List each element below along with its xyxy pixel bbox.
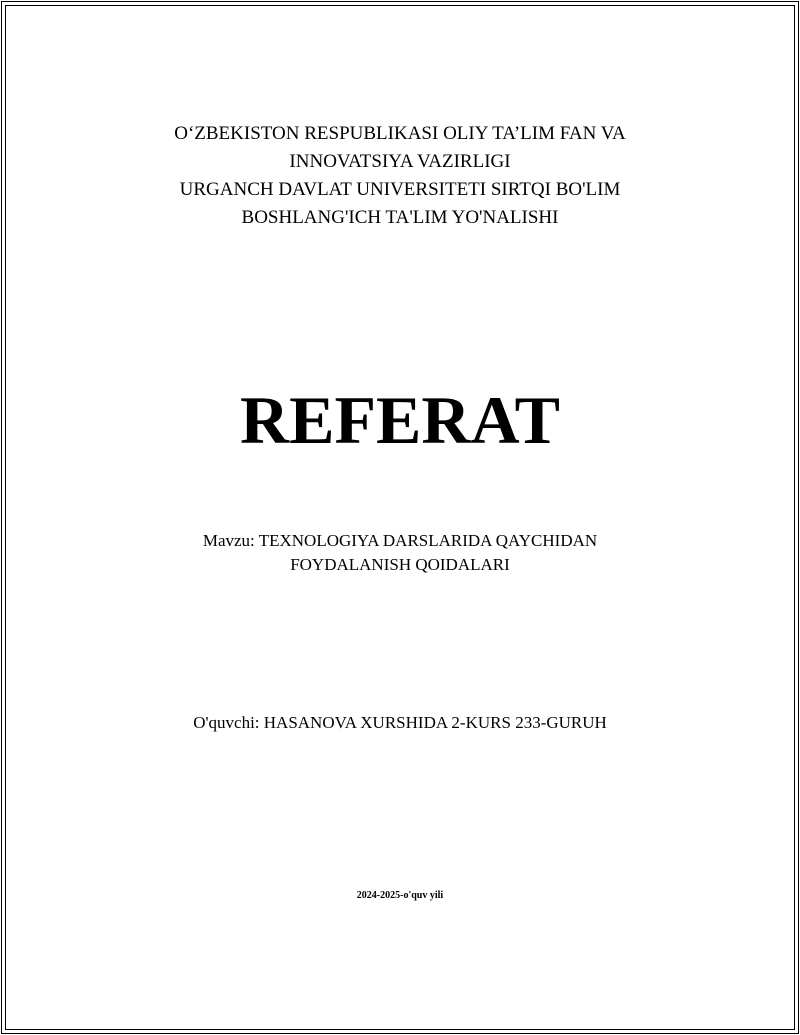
topic-block <box>0 529 800 577</box>
academic-year: 2024-2025-o'quv yili <box>356 890 444 901</box>
document-title: REFERAT <box>240 382 560 458</box>
header-line-department: BOSHLANG'ICH TA'LIM YO'NALISHI <box>241 207 559 228</box>
header-line-ministry-2: INNOVATSIYA VAZIRLIGI <box>289 151 511 172</box>
topic-line-2: FOYDALANISH QOIDALARI <box>290 555 510 574</box>
header-line-ministry-1: O‘ZBEKISTON RESPUBLIKASI OLIY TA’LIM FAN VA <box>174 123 626 144</box>
student-info: O'quvchi: HASANOVA XURSHIDA 2-KURS 233-GURUH <box>193 713 607 732</box>
institution-header <box>0 120 800 232</box>
header-line-university: URGANCH DAVLAT UNIVERSITETI SIRTQI BO'LIM <box>179 179 621 200</box>
topic-line-1: Mavzu: TEXNOLOGIYA DARSLARIDA QAYCHIDAN <box>202 531 598 550</box>
